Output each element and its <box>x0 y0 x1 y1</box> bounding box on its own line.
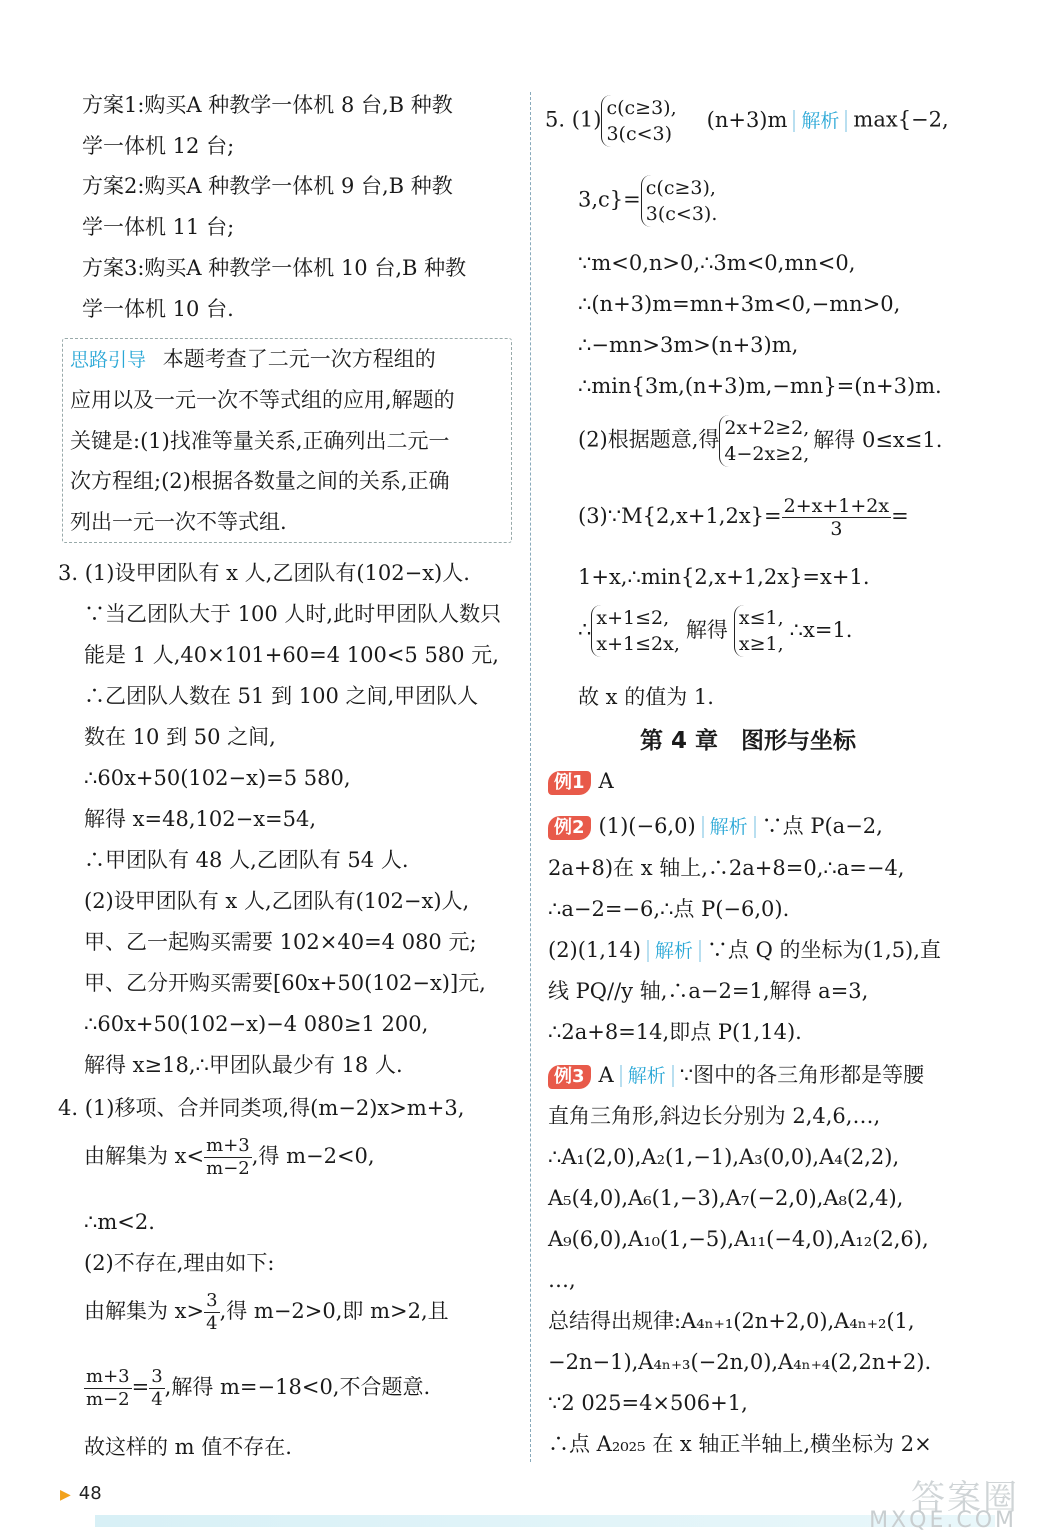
ex2-text: (2)(1,14) <box>548 938 641 962</box>
fraction <box>149 1366 164 1411</box>
column-divider <box>530 92 531 1462</box>
ex3-text: ∵图中的各三角形都是等腰 <box>679 1063 925 1087</box>
example-1-tag: 例1 <box>548 771 591 795</box>
example-3-line-3: ∴A₁(2,0),A₂(1,−1),A₃(0,0),A₄(2,2), <box>548 1145 900 1169</box>
analysis-label: 解析 <box>620 1065 674 1087</box>
example-1-answer: A <box>598 769 614 793</box>
analysis-label: 解析 <box>702 816 756 838</box>
ex2-text: ∵点 Q 的坐标为(1,5),直 <box>706 938 941 962</box>
plan-1-line-1: 方案1:购买A 种教学一体机 8 台,B 种教 <box>82 93 453 117</box>
fraction-numerator: m+3 <box>206 1135 250 1156</box>
q3-line-13: 解得 x≥18,∴甲团队最少有 18 人. <box>84 1053 403 1077</box>
q5-text: ∴ <box>578 617 592 642</box>
q3-line-12: ∴60x+50(102−x)−4 080≥1 200, <box>84 1012 429 1036</box>
q5-text: 5. (1) <box>545 107 602 132</box>
example-3-line-9: ∵2 025=4×506+1, <box>548 1391 748 1415</box>
q5-line-5: ∴−mn>3m>(n+3)m, <box>578 333 799 357</box>
piecewise-brace <box>601 95 676 147</box>
fraction <box>84 1366 132 1411</box>
q5-line-9: 1+x,∴min{2,x+1,2x}=x+1. <box>578 565 870 589</box>
hint-line-3: 关键是:(1)找准等量关系,正确列出二元一 <box>70 429 450 453</box>
q4-line-7: 故这样的 m 值不存在. <box>84 1435 292 1459</box>
fraction-numerator: 3 <box>206 1290 218 1311</box>
q4-text: ,得 m−2<0, <box>251 1144 375 1168</box>
q5-line-2 <box>578 175 717 235</box>
q4-line-4: (2)不存在,理由如下: <box>84 1251 275 1275</box>
q3-line-2: ∵当乙团队大于 100 人时,此时甲团队人数只 <box>84 602 502 626</box>
example-3-line-10: ∴点 A₂₀₂₅ 在 x 轴正半轴上,横坐标为 2× <box>548 1432 932 1456</box>
fraction-denominator: 4 <box>151 1389 163 1410</box>
q3-line-6: ∴60x+50(102−x)=5 580, <box>84 766 351 790</box>
fraction-denominator: m−2 <box>86 1389 130 1410</box>
fraction-numerator: 2+x+1+2x <box>783 495 890 517</box>
example-2-line-3: ∴a−2=−6,∴点 P(−6,0). <box>548 897 790 921</box>
q3-line-5: 数在 10 到 50 之间, <box>84 725 276 749</box>
plan-2-line-1: 方案2:购买A 种教学一体机 9 台,B 种教 <box>82 174 453 198</box>
fraction-denominator: m−2 <box>206 1158 250 1179</box>
q3-line-4: ∴乙团队人数在 51 到 100 之间,甲团队人 <box>84 684 479 708</box>
example-2-tag: 例2 <box>548 816 591 840</box>
q3-line-3: 能是 1 人,40×101+60=4 100<5 580 元, <box>84 643 499 667</box>
piecewise-brace <box>734 605 784 657</box>
analysis-label: 解析 <box>793 110 847 132</box>
example-2-line-1 <box>548 811 883 841</box>
q5-text: max{−2, <box>853 107 949 132</box>
fraction <box>204 1135 252 1180</box>
q4-text: ,解得 m=−18<0,不合题意. <box>164 1375 431 1399</box>
q5-text: (3)∵M{2,x+1,2x}= <box>578 504 782 528</box>
example-2-line-5: 线 PQ//y 轴,∴a−2=1,解得 a=3, <box>548 979 869 1003</box>
q5-text: = <box>891 504 909 528</box>
q5-text: (2)根据题意,得 <box>578 427 720 452</box>
hint-line-4: 次方程组;(2)根据各数量之间的关系,正确 <box>70 469 450 493</box>
example-3-line-2: 直角三角形,斜边长分别为 2,4,6,…, <box>548 1104 881 1128</box>
ex2-text: (1)(−6,0) <box>598 814 696 838</box>
q5-text: (n+3)m <box>706 107 788 132</box>
plan-1-line-2: 学一体机 12 台; <box>82 134 235 158</box>
q4-line-2 <box>84 1135 375 1185</box>
case-line: 3(c<3). <box>645 203 718 225</box>
q5-line-10 <box>578 605 852 665</box>
case-line: c(c≥3), <box>606 97 677 119</box>
q4-line-5 <box>84 1290 449 1340</box>
watermark-url: MXQE.COM <box>869 1508 1017 1533</box>
fraction <box>204 1290 219 1335</box>
case-line: x+1≤2, <box>596 607 670 629</box>
q5-text: 解得 0≤x≤1. <box>813 427 943 452</box>
example-3-line-5: A₉(6,0),A₁₀(1,−5),A₁₁(−4,0),A₁₂(2,6), <box>548 1227 929 1251</box>
q5-line-7 <box>578 415 942 475</box>
q3-line-8: ∴甲团队有 48 人,乙团队有 54 人. <box>84 848 409 872</box>
q4-line-3: ∴m<2. <box>84 1210 155 1234</box>
plan-3-line-1: 方案3:购买A 种教学一体机 10 台,B 种教 <box>82 256 467 280</box>
q3-line-11: 甲、乙分开购买需要[60x+50(102−x)]元, <box>84 971 486 995</box>
example-3-line-4: A₅(4,0),A₆(1,−3),A₇(−2,0),A₈(2,4), <box>548 1186 904 1210</box>
analysis-label: 解析 <box>647 940 701 962</box>
page-arrow-icon: ▶ <box>60 1487 71 1503</box>
ex2-text: ∵点 P(a−2, <box>761 814 883 838</box>
chapter-heading: 第 4 章 图形与坐标 <box>640 728 857 754</box>
fraction <box>782 495 891 540</box>
plan-2-line-2: 学一体机 11 台; <box>82 215 235 239</box>
case-line: 4−2x≥2, <box>724 443 810 465</box>
q5-line-6: ∴min{3m,(n+3)m,−mn}=(n+3)m. <box>578 374 942 398</box>
hint-label: 思路引导 <box>70 349 147 371</box>
q5-text: 3,c}= <box>578 187 641 212</box>
q3-line-10: 甲、乙一起购买需要 102×40=4 080 元; <box>84 930 477 954</box>
q5-line-4: ∴(n+3)m=mn+3m<0,−mn>0, <box>578 292 901 316</box>
q5-line-3: ∵m<0,n>0,∴3m<0,mn<0, <box>578 251 856 275</box>
example-3-line-6: …, <box>548 1268 576 1292</box>
q4-text: 由解集为 x< <box>84 1144 205 1168</box>
fraction-numerator: m+3 <box>86 1366 130 1387</box>
piecewise-brace <box>591 605 680 657</box>
case-line: x≥1, <box>738 633 784 655</box>
example-3-tag: 例3 <box>548 1065 591 1089</box>
bottom-bar <box>95 1515 995 1527</box>
q4-text: ,得 m−2>0,即 m>2,且 <box>219 1299 449 1323</box>
ex3-text: A <box>598 1063 614 1087</box>
hint-text-1: 本题考查了二元一次方程组的 <box>162 347 436 371</box>
q3-line-7: 解得 x=48,102−x=54, <box>84 807 317 831</box>
example-2-line-6: ∴2a+8=14,即点 P(1,14). <box>548 1020 802 1044</box>
page-number-text: 48 <box>78 1483 102 1504</box>
hint-line-5: 列出一元一次不等式组. <box>70 510 287 534</box>
q3-line-9: (2)设甲团队有 x 人,乙团队有(102−x)人, <box>84 889 470 913</box>
example-3-line-8: −2n−1),A₄ₙ₊₃(−2n,0),A₄ₙ₊₄(2,2n+2). <box>548 1350 932 1374</box>
fraction-denominator: 4 <box>206 1313 218 1334</box>
piecewise-brace <box>719 415 809 467</box>
q5-text: 解得 <box>685 617 728 642</box>
q5-line-11: 故 x 的值为 1. <box>578 685 714 709</box>
fraction-denominator: 3 <box>830 518 843 540</box>
q4-line-6 <box>84 1366 430 1416</box>
example-2-line-2: 2a+8)在 x 轴上,∴2a+8=0,∴a=−4, <box>548 856 905 880</box>
example-2-line-4 <box>548 935 941 965</box>
hint-line-1 <box>70 344 436 375</box>
piecewise-brace <box>641 175 718 227</box>
q4-text: = <box>131 1375 150 1399</box>
q5-text: ∴x=1. <box>789 617 853 642</box>
q5-line-8 <box>578 495 909 547</box>
case-line: 3(c<3) <box>606 123 673 145</box>
q3-line-1: 3. (1)设甲团队有 x 人,乙团队有(102−x)人. <box>58 561 470 585</box>
watermark: 答案圈 <box>911 1478 1019 1518</box>
plan-3-line-2: 学一体机 10 台. <box>82 297 234 321</box>
q5-line-1 <box>545 95 949 155</box>
case-line: c(c≥3), <box>645 177 716 199</box>
example-3-line-1 <box>548 1060 924 1090</box>
hint-line-2: 应用以及一元一次不等式组的应用,解题的 <box>70 388 455 412</box>
example-3-line-7: 总结得出规律:A₄ₙ₊₁(2n+2,0),A₄ₙ₊₂(1, <box>548 1309 915 1333</box>
fraction-numerator: 3 <box>151 1366 163 1387</box>
q4-text: 由解集为 x> <box>84 1299 205 1323</box>
example-1 <box>548 766 614 796</box>
q4-line-1: 4. (1)移项、合并同类项,得(m−2)x>m+3, <box>58 1096 465 1120</box>
page-number <box>60 1483 102 1504</box>
case-line: x≤1, <box>738 607 784 629</box>
case-line: 2x+2≥2, <box>724 417 810 439</box>
case-line: x+1≤2x, <box>596 633 680 655</box>
